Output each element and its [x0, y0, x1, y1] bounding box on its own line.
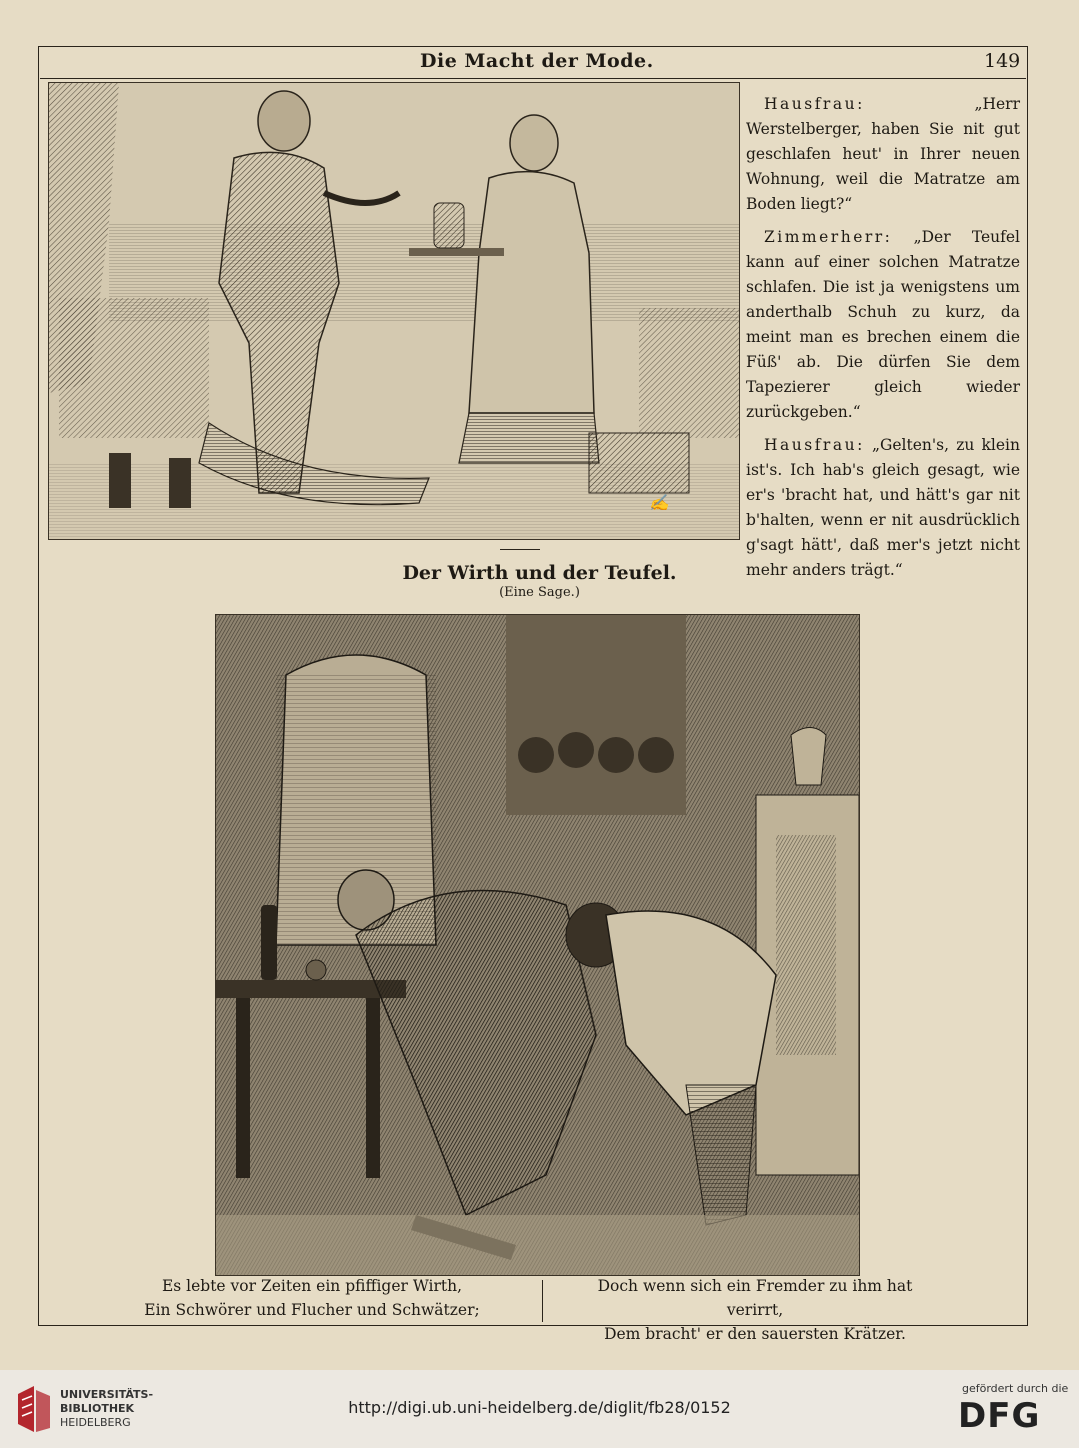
engraving-tavern-scene	[216, 615, 859, 1275]
dialogue-paragraph	[746, 225, 1020, 425]
speaker-label: Zimmerherr:	[764, 228, 893, 246]
speaker-label: Hausfrau:	[764, 436, 865, 454]
dfg-logo[interactable]: DFG	[958, 1396, 1041, 1436]
verse-right	[575, 1274, 935, 1346]
dialogue-paragraph	[746, 92, 1020, 217]
verse-left	[142, 1274, 482, 1322]
library-line: HEIDELBERG	[60, 1416, 131, 1429]
library-line: BIBLIOTHEK	[60, 1402, 135, 1415]
verse-divider	[542, 1280, 543, 1322]
dialogue-text: „Herr Werstelberger, haben Sie nit gut geschlafen heut' in Ihrer neuen Wohnung, weil die Matratze am Boden liegt?“	[746, 95, 1020, 213]
verse-line: Es lebte vor Zeiten ein pfiffiger Wirth,	[161, 1277, 463, 1295]
engraving-room-scene	[49, 83, 739, 539]
verse-line: Doch wenn sich ein Fremder zu ihm hat verirrt,	[597, 1277, 913, 1319]
story-title: Der Wirth und der Teufel.	[402, 562, 677, 584]
illustration-fashion-scene	[48, 82, 740, 540]
permalink-url[interactable]: http://digi.ub.uni-heidelberg.de/diglit/fb28/0152	[348, 1398, 731, 1417]
dialogue-text: „Gelten's, zu klein ist's. Ich hab's gleich gesagt, wie er's 'bracht hat, und hätt's gar nit b'halten, wenn er nit ausdrücklich g'sagt hätt', daß mer's jetzt nicht mehr anders trägt.“	[746, 436, 1020, 579]
page-number: 149	[984, 50, 1021, 72]
svg-text:✍: ✍	[649, 493, 669, 512]
verse-line: Dem bracht' er den sauersten Krätzer.	[604, 1325, 906, 1343]
library-line: UNIVERSITÄTS-	[60, 1388, 154, 1401]
section-divider	[500, 549, 540, 550]
dialogue-column	[746, 92, 1020, 591]
running-title: Die Macht der Mode.	[420, 50, 654, 72]
illustration-innkeeper-devil	[215, 614, 860, 1276]
dialogue-text: „Der Teufel kann auf einer solchen Matratze schlafen. Die ist ja wenigstens um anderthalb Schuh zu kurz, da meint man es brechen einem die Füß' ab. Die dürfen Sie dem Tapezierer gleich wieder zurückgeben.“	[746, 228, 1020, 421]
speaker-label: Hausfrau:	[764, 95, 865, 113]
funded-by-label: gefördert durch die	[962, 1382, 1069, 1395]
story-subtitle: (Eine Sage.)	[499, 585, 580, 600]
dialogue-paragraph	[746, 433, 1020, 583]
verse-line: Ein Schwörer und Flucher und Schwätzer;	[144, 1301, 480, 1319]
viewer-footer	[0, 1370, 1079, 1448]
header-rule	[40, 78, 1026, 79]
